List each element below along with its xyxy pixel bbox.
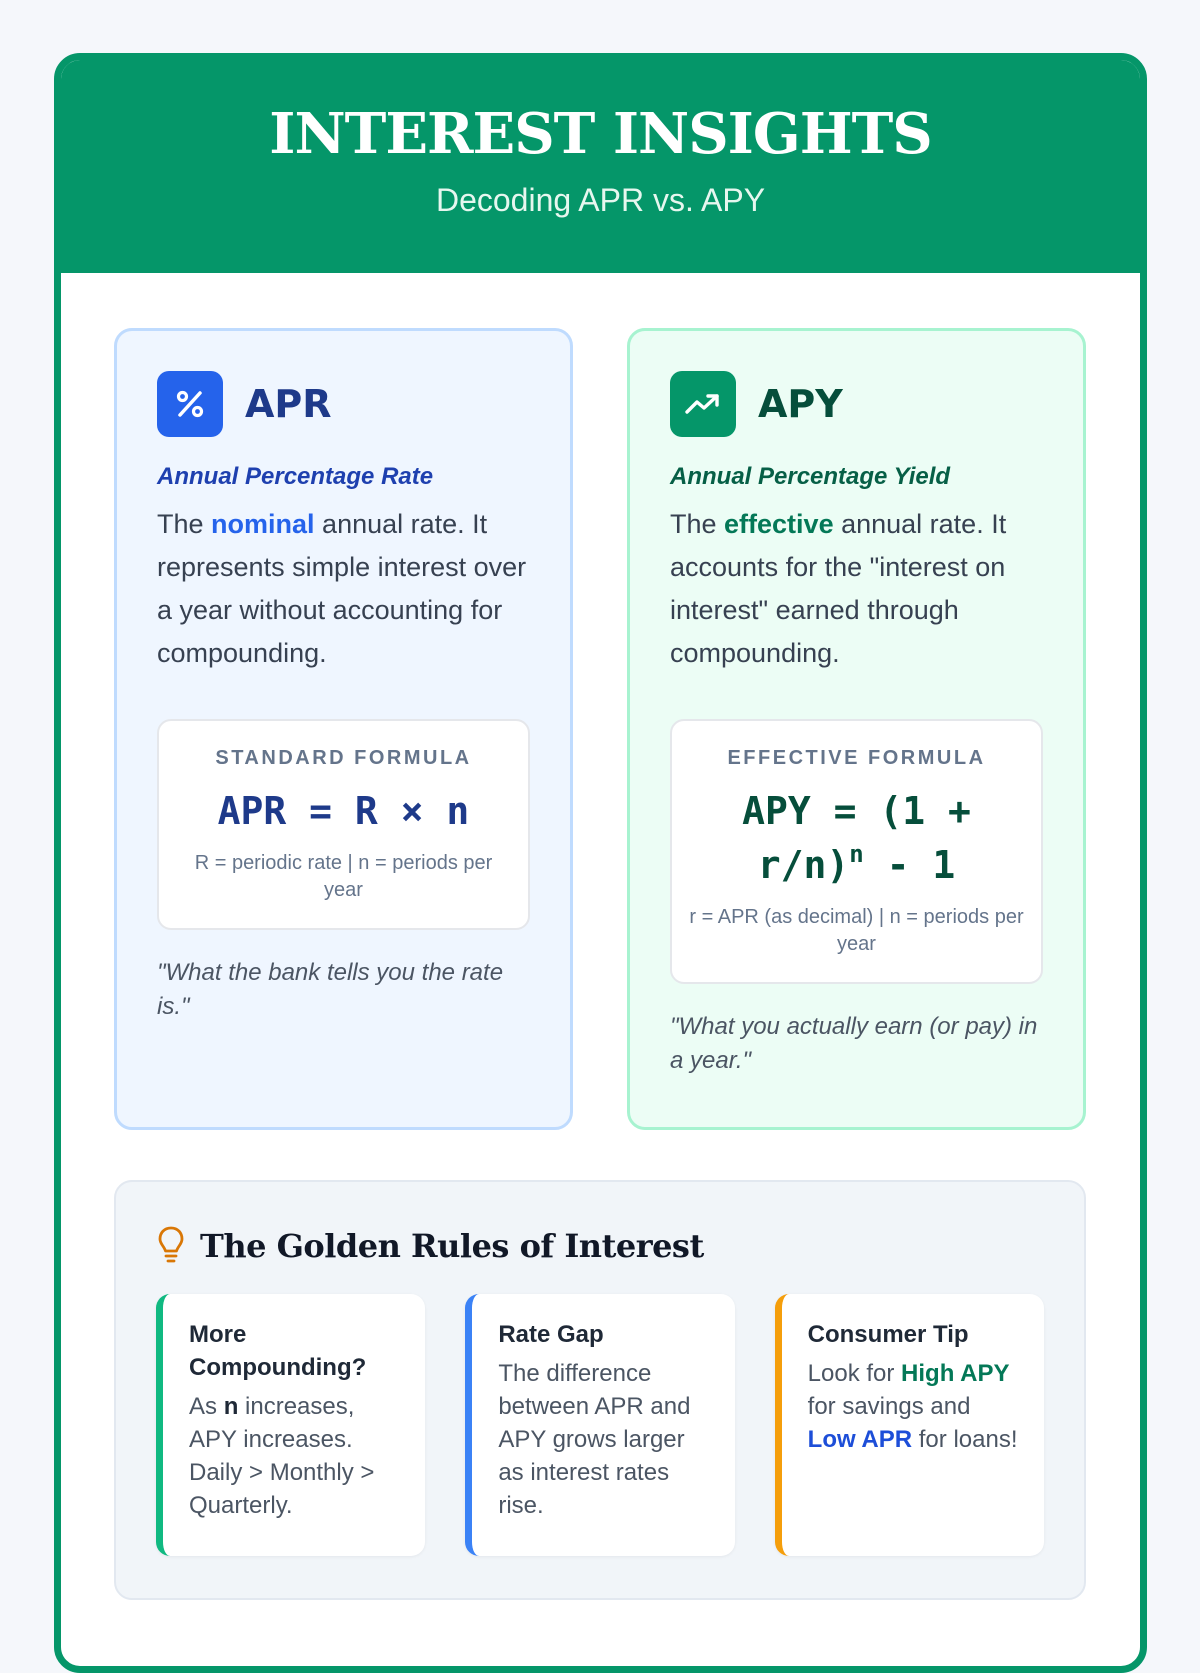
apy-formula-note: r = APR (as decimal) | n = periods per year: [689, 906, 1024, 955]
page-subtitle: Decoding APR vs. APY: [435, 181, 766, 218]
apy-title: APY: [758, 382, 843, 426]
apr-formula-label: STANDARD FORMULA: [215, 747, 472, 769]
rules-list: [156, 1294, 1044, 1556]
lightbulb-icon: [156, 1224, 186, 1269]
apr-card: [114, 328, 573, 1130]
rule-card-consumer-tip: [775, 1294, 1044, 1556]
apy-quote: "What you actually earn (or pay) in a year.": [670, 1013, 1038, 1074]
apy-description: The effective annual rate. It accounts for the "interest on interest" earned through compounding.: [670, 509, 1007, 668]
apr-quote: "What the bank tells you the rate is.": [157, 959, 504, 1020]
rule-card-compounding: [156, 1294, 425, 1556]
apy-full-name: Annual Percentage Yield: [670, 463, 951, 490]
apr-full-name: Annual Percentage Rate: [157, 463, 434, 490]
page-title: INTEREST INSIGHTS: [269, 101, 932, 167]
infographic-frame: [54, 53, 1147, 1673]
apr-formula: APR = R × n: [217, 789, 470, 833]
rule-title: Rate Gap: [498, 1321, 604, 1348]
rule-title: Consumer Tip: [807, 1321, 969, 1348]
percent-icon: [157, 371, 223, 437]
header: [60, 59, 1141, 273]
apy-card-header: [670, 371, 1045, 437]
trending-up-icon: [670, 371, 736, 437]
golden-rules-header: [156, 1218, 1044, 1274]
apr-title: APR: [245, 382, 332, 426]
apy-card: [627, 328, 1086, 1130]
apr-highlight: nominal: [211, 509, 315, 539]
apr-formula-note: R = periodic rate | n = periods per year: [194, 852, 493, 901]
rule-text: The difference between APR and APY grows larger as interest rates rise.: [498, 1360, 691, 1519]
apr-description: The nominal annual rate. It represents simple interest over a year without accounting for compounding.: [157, 509, 527, 668]
apr-card-header: [157, 371, 532, 437]
rule-card-rate-gap: [465, 1294, 734, 1556]
apy-formula-box: [670, 719, 1043, 984]
rule-title: More Compounding?: [189, 1321, 367, 1381]
apy-formula: APY = (1 + r/n)$^n$ - 1: [742, 789, 971, 887]
golden-rules-panel: [114, 1180, 1086, 1600]
golden-rules-title: The Golden Rules of Interest: [200, 1227, 704, 1265]
apy-highlight: effective: [724, 509, 834, 539]
rule-text: Look for High APY for savings and Low APR for loans!: [807, 1360, 1018, 1453]
apr-formula-box: [157, 719, 530, 930]
apy-formula-label: EFFECTIVE FORMULA: [727, 747, 986, 769]
rule-text: As n increases, APY increases. Daily > Monthly > Quarterly.: [189, 1393, 375, 1519]
